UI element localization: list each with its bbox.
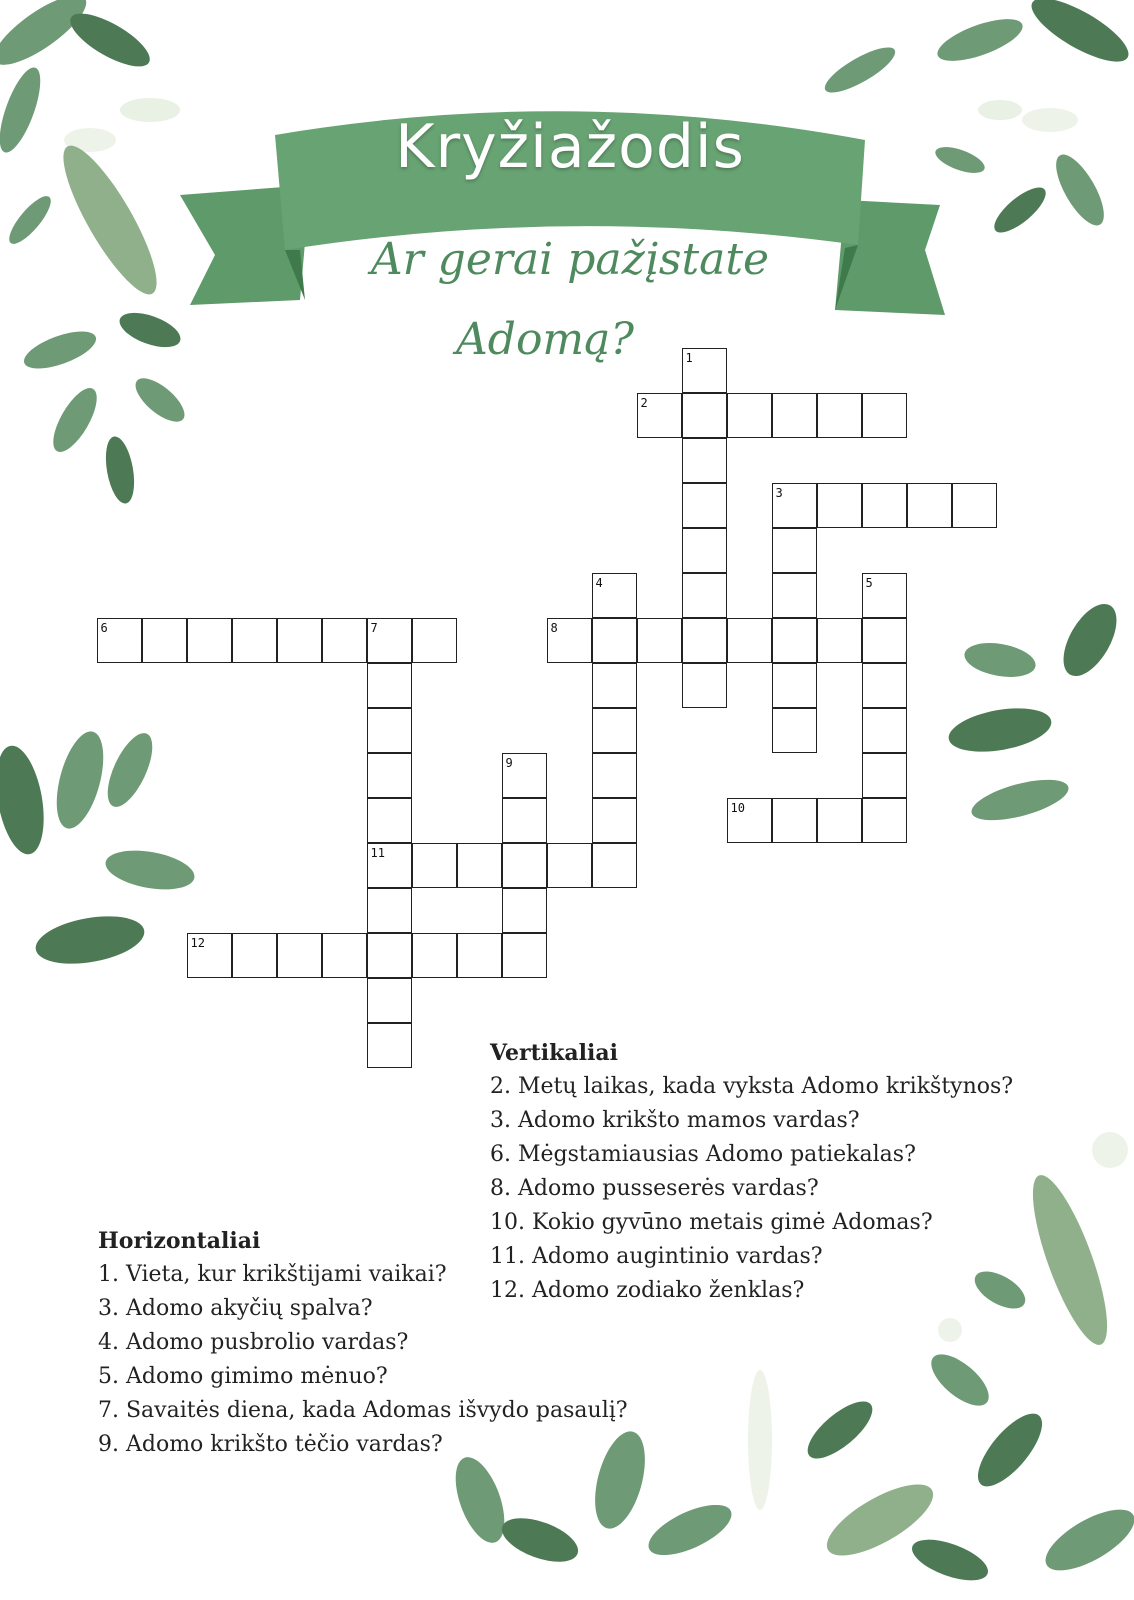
- crossword-cell[interactable]: [367, 978, 412, 1023]
- crossword-cell[interactable]: [457, 933, 502, 978]
- clues-horizontal: [98, 1224, 628, 1462]
- clue-item: 3. Adomo akyčių spalva?: [98, 1296, 373, 1321]
- crossword-cell[interactable]: [862, 393, 907, 438]
- page-title: Kryžiažodis: [395, 112, 745, 182]
- crossword-cell[interactable]: [817, 798, 862, 843]
- crossword-cell[interactable]: [862, 798, 907, 843]
- crossword-cell[interactable]: [682, 348, 727, 393]
- crossword-cell[interactable]: [232, 933, 277, 978]
- crossword-cell[interactable]: [412, 933, 457, 978]
- crossword-cell[interactable]: [682, 393, 727, 438]
- crossword-cell[interactable]: [772, 618, 817, 663]
- crossword-cell[interactable]: [682, 573, 727, 618]
- crossword-cell[interactable]: [322, 618, 367, 663]
- crossword-cell[interactable]: [682, 438, 727, 483]
- crossword-cell[interactable]: [907, 483, 952, 528]
- crossword-cell-number: 3: [775, 485, 783, 500]
- clue-item: 10. Kokio gyvūno metais gimė Adomas?: [490, 1210, 933, 1235]
- crossword-cell[interactable]: [502, 753, 547, 798]
- crossword-cell[interactable]: [862, 618, 907, 663]
- crossword-cell[interactable]: [502, 843, 547, 888]
- crossword-cell[interactable]: [187, 618, 232, 663]
- crossword-cell[interactable]: [682, 663, 727, 708]
- crossword-cell[interactable]: [547, 618, 592, 663]
- clue-item: 12. Adomo zodiako ženklas?: [490, 1278, 805, 1303]
- crossword-cell[interactable]: [592, 843, 637, 888]
- crossword-cell[interactable]: [502, 933, 547, 978]
- crossword-cell-number: 1: [685, 350, 693, 365]
- clue-item: 1. Vieta, kur krikštijami vaikai?: [98, 1262, 447, 1287]
- crossword-cell[interactable]: [772, 483, 817, 528]
- subtitle-line-2: Adomą?: [456, 314, 634, 365]
- crossword-cell[interactable]: [952, 483, 997, 528]
- subtitle-line-1: Ar gerai pažįstate: [370, 234, 770, 285]
- crossword-cell[interactable]: [727, 393, 772, 438]
- crossword-cell[interactable]: [862, 573, 907, 618]
- clue-item: 5. Adomo gimimo mėnuo?: [98, 1364, 388, 1389]
- crossword-cell-number: 11: [370, 845, 385, 860]
- crossword-cell[interactable]: [367, 843, 412, 888]
- crossword-cell[interactable]: [547, 843, 592, 888]
- clue-item: 2. Metų laikas, kada vyksta Adomo krikštynos?: [490, 1074, 1014, 1099]
- crossword-cell[interactable]: [367, 798, 412, 843]
- crossword-cell[interactable]: [592, 708, 637, 753]
- crossword-cell[interactable]: [862, 483, 907, 528]
- crossword-cell[interactable]: [817, 618, 862, 663]
- crossword-cell[interactable]: [772, 393, 817, 438]
- crossword-cell[interactable]: [187, 933, 232, 978]
- crossword-cell[interactable]: [142, 618, 187, 663]
- clue-item: 8. Adomo pusseserės vardas?: [490, 1176, 819, 1201]
- crossword-cell[interactable]: [727, 618, 772, 663]
- crossword-cell[interactable]: [727, 798, 772, 843]
- crossword-cell[interactable]: [682, 618, 727, 663]
- crossword-cell-number: 8: [550, 620, 558, 635]
- crossword-cell[interactable]: [592, 573, 637, 618]
- crossword-cell[interactable]: [367, 663, 412, 708]
- crossword-cell[interactable]: [367, 888, 412, 933]
- clue-item: 6. Mėgstamiausias Adomo patiekalas?: [490, 1142, 916, 1167]
- crossword-cell-number: 9: [505, 755, 513, 770]
- crossword-cell[interactable]: [367, 1023, 412, 1068]
- crossword-cell[interactable]: [367, 933, 412, 978]
- crossword-cell[interactable]: [682, 483, 727, 528]
- crossword-cell[interactable]: [592, 663, 637, 708]
- crossword-cell[interactable]: [817, 393, 862, 438]
- crossword-cell[interactable]: [862, 708, 907, 753]
- clue-item: 4. Adomo pusbrolio vardas?: [98, 1330, 409, 1355]
- crossword-cell-number: 5: [865, 575, 873, 590]
- crossword-cell[interactable]: [772, 708, 817, 753]
- crossword-cell-number: 12: [190, 935, 205, 950]
- crossword-cell-number: 6: [100, 620, 108, 635]
- crossword-cell[interactable]: [502, 798, 547, 843]
- crossword-cell[interactable]: [412, 618, 457, 663]
- crossword-cell[interactable]: [412, 843, 457, 888]
- crossword-cell-number: 10: [730, 800, 745, 815]
- crossword-cell[interactable]: [502, 888, 547, 933]
- crossword-cell[interactable]: [862, 753, 907, 798]
- crossword-cell[interactable]: [367, 618, 412, 663]
- clue-item: 9. Adomo krikšto tėčio vardas?: [98, 1432, 443, 1457]
- crossword-cell[interactable]: [682, 528, 727, 573]
- crossword-cell[interactable]: [592, 798, 637, 843]
- crossword-cell[interactable]: [277, 618, 322, 663]
- crossword-cell-number: 2: [640, 395, 648, 410]
- crossword-cell[interactable]: [772, 663, 817, 708]
- crossword-cell[interactable]: [772, 573, 817, 618]
- clue-item: 3. Adomo krikšto mamos vardas?: [490, 1108, 860, 1133]
- crossword-cell[interactable]: [772, 798, 817, 843]
- crossword-cell[interactable]: [592, 618, 637, 663]
- crossword-cell[interactable]: [772, 528, 817, 573]
- crossword-cell-number: 4: [595, 575, 603, 590]
- crossword-cell[interactable]: [637, 618, 682, 663]
- crossword-cell[interactable]: [817, 483, 862, 528]
- crossword-cell[interactable]: [277, 933, 322, 978]
- crossword-cell[interactable]: [592, 753, 637, 798]
- crossword-cell-number: 7: [370, 620, 378, 635]
- clue-item: 11. Adomo augintinio vardas?: [490, 1244, 823, 1269]
- crossword-cell[interactable]: [637, 393, 682, 438]
- clue-item: 7. Savaitės diena, kada Adomas išvydo pasaulį?: [98, 1398, 628, 1423]
- crossword-cell[interactable]: [862, 663, 907, 708]
- crossword-cell[interactable]: [97, 618, 142, 663]
- crossword-cell[interactable]: [367, 708, 412, 753]
- crossword-cell[interactable]: [322, 933, 367, 978]
- crossword-cell[interactable]: [457, 843, 502, 888]
- crossword-cell[interactable]: [367, 753, 412, 798]
- clues-vertical-heading: Vertikaliai: [490, 1040, 618, 1066]
- crossword-cell[interactable]: [232, 618, 277, 663]
- clues-horizontal-heading: Horizontaliai: [98, 1228, 261, 1254]
